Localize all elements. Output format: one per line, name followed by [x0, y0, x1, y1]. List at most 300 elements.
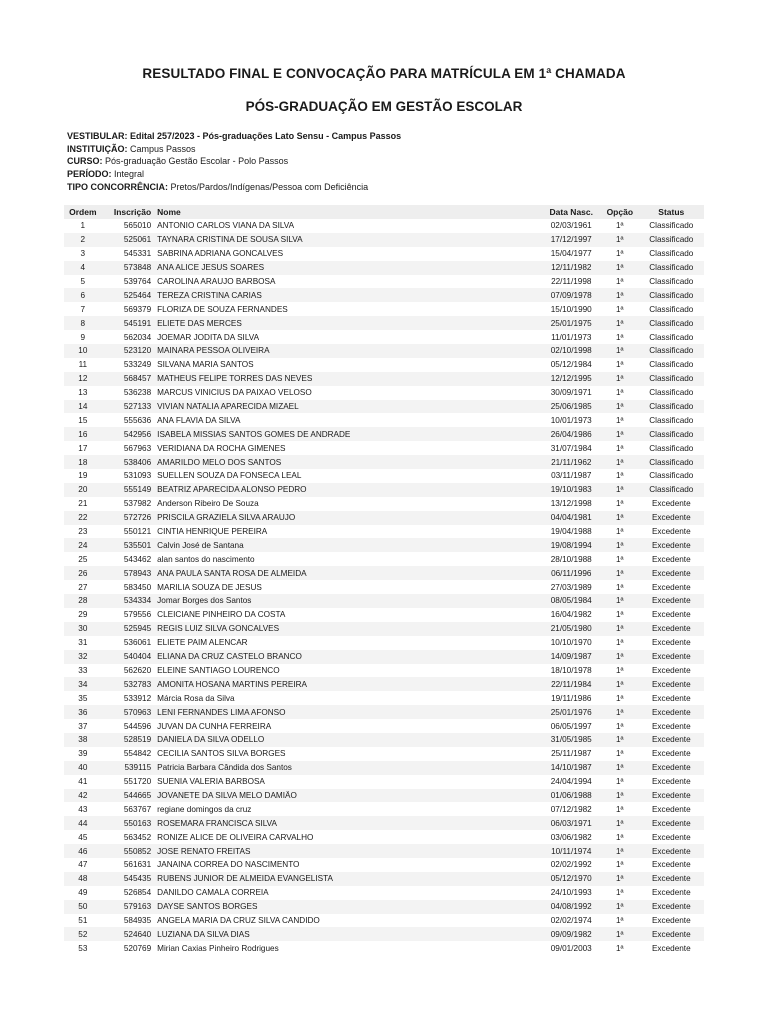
cell-nome: SILVANA MARIA SANTOS: [157, 360, 254, 370]
table-row: [64, 719, 704, 733]
table-row: [64, 622, 704, 636]
cell-ordem: 17: [78, 443, 88, 453]
table-row: [64, 386, 704, 400]
table-row: [64, 233, 704, 247]
cell-opcao: 1ª: [615, 929, 624, 939]
cell-ordem: 29: [78, 610, 88, 620]
cell-status: Classificado: [649, 318, 694, 328]
cell-nome: PRISCILA GRAZIELA SILVA ARAUJO: [157, 513, 296, 523]
cell-nome: DANILDO CAMALA CORREIA: [157, 888, 269, 898]
cell-inscricao: 536061: [123, 638, 152, 648]
cell-inscricao: 520769: [123, 943, 152, 953]
cell-nome: JOSE RENATO FREITAS: [157, 846, 251, 856]
table-row: [64, 247, 704, 261]
cell-opcao: 1ª: [615, 471, 624, 481]
cell-nome: CINTIA HENRIQUE PEREIRA: [157, 527, 268, 537]
cell-nome: RONIZE ALICE DE OLIVEIRA CARVALHO: [157, 832, 314, 842]
cell-data-nasc: 17/12/1997: [550, 235, 592, 245]
table-row: [64, 566, 704, 580]
cell-opcao: 1ª: [615, 888, 624, 898]
cell-inscricao: 535501: [123, 540, 152, 550]
cell-data-nasc: 02/02/1992: [550, 860, 592, 870]
table-row: [64, 677, 704, 691]
cell-nome: MARILIA SOUZA DE JESUS: [157, 582, 262, 592]
cell-ordem: 8: [80, 318, 86, 328]
cell-ordem: 37: [78, 721, 88, 731]
table-row: [64, 413, 704, 427]
cell-nome: FLORIZA DE SOUZA FERNANDES: [157, 304, 288, 314]
cell-nome: ELEINE SANTIAGO LOURENCO: [157, 665, 280, 675]
table-row: [64, 261, 704, 275]
cell-inscricao: 545435: [123, 874, 152, 884]
table-body: [64, 219, 704, 955]
cell-inscricao: 563452: [123, 832, 152, 842]
cell-nome: regiane domingos da cruz: [157, 804, 252, 814]
cell-inscricao: 550163: [123, 818, 152, 828]
table-row: [64, 344, 704, 358]
cell-data-nasc: 25/11/1987: [551, 749, 592, 759]
table-row: [64, 288, 704, 302]
cell-inscricao: 539115: [124, 763, 152, 773]
cell-inscricao: 523120: [123, 346, 152, 356]
cell-inscricao: 526854: [123, 888, 152, 898]
cell-status: Excedente: [651, 818, 691, 828]
cell-inscricao: 579556: [123, 610, 152, 620]
cell-nome: DAYSE SANTOS BORGES: [157, 902, 258, 912]
cell-data-nasc: 14/10/1987: [550, 763, 592, 773]
cell-data-nasc: 02/02/1974: [550, 915, 592, 925]
cell-nome: VIVIAN NATALIA APARECIDA MIZAEL: [157, 402, 299, 412]
cell-inscricao: 542956: [123, 429, 152, 439]
cell-status: Excedente: [651, 568, 691, 578]
table-header: [64, 205, 704, 219]
cell-opcao: 1ª: [615, 443, 624, 453]
cell-nome: ISABELA MISSIAS SANTOS GOMES DE ANDRADE: [157, 429, 351, 439]
cell-data-nasc: 21/05/1980: [550, 624, 592, 634]
cell-data-nasc: 10/01/1973: [550, 415, 592, 425]
cell-nome: ELIANA DA CRUZ CASTELO BRANCO: [157, 652, 302, 662]
table-row: [64, 372, 704, 386]
cell-nome: Calvin José de Santana: [157, 540, 244, 550]
cell-data-nasc: 11/01/1973: [551, 332, 592, 342]
cell-nome: ANA ALICE JESUS SOARES: [157, 263, 265, 273]
cell-inscricao: 555636: [123, 415, 152, 425]
cell-ordem: 31: [78, 638, 88, 648]
cell-opcao: 1ª: [615, 415, 624, 425]
cell-data-nasc: 02/03/1961: [550, 221, 592, 231]
cell-ordem: 2: [80, 235, 86, 245]
cell-inscricao: 545331: [123, 249, 152, 259]
cell-inscricao: 545191: [123, 318, 152, 328]
cell-ordem: 20: [78, 485, 88, 495]
cell-status: Classificado: [649, 221, 694, 231]
table-row: [64, 900, 704, 914]
cell-data-nasc: 25/01/1976: [550, 707, 592, 717]
cell-status: Excedente: [651, 902, 691, 912]
table-row: [64, 594, 704, 608]
table-row: [64, 469, 704, 483]
cell-opcao: 1ª: [615, 513, 624, 523]
cell-nome: ELIETE DAS MERCES: [157, 318, 242, 328]
cell-ordem: 33: [78, 665, 88, 675]
cell-nome: JANAINA CORREA DO NASCIMENTO: [157, 860, 300, 870]
cell-data-nasc: 16/04/1982: [550, 610, 592, 620]
cell-status: Excedente: [651, 721, 691, 731]
table-row: [64, 941, 704, 955]
cell-ordem: 22: [78, 513, 88, 523]
cell-status: Excedente: [651, 693, 691, 703]
cell-ordem: 16: [78, 429, 88, 439]
cell-ordem: 5: [80, 277, 86, 286]
cell-nome: ROSEMARA FRANCISCA SILVA: [157, 818, 277, 828]
cell-ordem: 21: [78, 499, 88, 509]
cell-inscricao: 584935: [123, 915, 152, 925]
table-row: [64, 761, 704, 775]
info-label: PERÍODO:: [67, 169, 112, 180]
exam-info: [67, 130, 401, 194]
cell-status: Classificado: [649, 415, 694, 425]
cell-nome: VERIDIANA DA ROCHA GIMENES: [157, 443, 286, 453]
cell-ordem: 27: [78, 582, 88, 592]
cell-nome: SABRINA ADRIANA GONCALVES: [157, 249, 284, 259]
cell-opcao: 1ª: [615, 763, 624, 773]
cell-status: Excedente: [651, 943, 691, 953]
cell-inscricao: 536238: [123, 388, 152, 398]
cell-status: Excedente: [651, 777, 691, 787]
cell-opcao: 1ª: [615, 554, 624, 564]
cell-opcao: 1ª: [615, 638, 624, 648]
table-row: [64, 872, 704, 886]
info-value: Integral: [114, 169, 145, 180]
cell-opcao: 1ª: [615, 610, 624, 620]
cell-status: Classificado: [649, 388, 694, 398]
cell-ordem: 23: [78, 527, 88, 537]
cell-opcao: 1ª: [615, 818, 624, 828]
cell-opcao: 1ª: [615, 388, 624, 398]
cell-ordem: 3: [80, 249, 86, 259]
cell-ordem: 41: [78, 777, 88, 787]
cell-status: Excedente: [651, 540, 691, 550]
table-row: [64, 608, 704, 622]
cell-opcao: 1ª: [615, 596, 624, 606]
cell-data-nasc: 07/12/1982: [550, 804, 592, 814]
cell-ordem: 53: [78, 943, 88, 953]
cell-status: Excedente: [651, 624, 691, 634]
cell-status: Excedente: [651, 874, 691, 884]
cell-data-nasc: 05/12/1984: [550, 360, 592, 370]
table-row: [64, 580, 704, 594]
info-label: INSTITUIÇÃO:: [67, 143, 128, 154]
info-vestibular: [67, 130, 401, 143]
cell-nome: LUZIANA DA SILVA DIAS: [157, 929, 250, 939]
table-row: [64, 219, 704, 233]
cell-opcao: 1ª: [615, 874, 624, 884]
info-periodo: [67, 168, 401, 181]
cell-ordem: 45: [78, 832, 88, 842]
table-row: [64, 330, 704, 344]
cell-data-nasc: 05/12/1970: [550, 874, 592, 884]
cell-data-nasc: 09/09/1982: [550, 929, 592, 939]
cell-ordem: 50: [78, 902, 88, 912]
cell-opcao: 1ª: [615, 804, 624, 814]
cell-inscricao: 573848: [123, 263, 152, 273]
cell-opcao: 1ª: [615, 693, 624, 703]
cell-data-nasc: 24/04/1994: [550, 777, 592, 787]
table-row: [64, 733, 704, 747]
cell-opcao: 1ª: [615, 332, 624, 342]
header-data-nasc: Data Nasc.: [549, 207, 593, 217]
cell-status: Classificado: [649, 277, 694, 286]
cell-inscricao: 563767: [123, 804, 152, 814]
cell-status: Classificado: [649, 443, 694, 453]
cell-nome: ANA FLAVIA DA SILVA: [157, 415, 241, 425]
cell-data-nasc: 12/12/1995: [550, 374, 592, 384]
cell-status: Classificado: [649, 235, 694, 245]
cell-data-nasc: 19/08/1994: [550, 540, 592, 550]
results-table: [64, 205, 704, 955]
cell-opcao: 1ª: [615, 943, 624, 953]
cell-inscricao: 570963: [123, 707, 152, 717]
cell-data-nasc: 08/05/1984: [550, 596, 592, 606]
cell-ordem: 35: [78, 693, 88, 703]
cell-ordem: 34: [78, 679, 88, 689]
cell-nome: SUELLEN SOUZA DA FONSECA LEAL: [157, 471, 302, 481]
cell-ordem: 19: [78, 471, 88, 481]
cell-nome: ANA PAULA SANTA ROSA DE ALMEIDA: [157, 568, 307, 578]
table-row: [64, 455, 704, 469]
cell-status: Classificado: [649, 485, 694, 495]
table-row: [64, 538, 704, 552]
cell-status: Excedente: [651, 513, 691, 523]
cell-data-nasc: 06/05/1997: [550, 721, 592, 731]
table-row: [64, 511, 704, 525]
cell-ordem: 1: [80, 221, 86, 231]
cell-opcao: 1ª: [615, 679, 624, 689]
info-value: Pretos/Pardos/Indígenas/Pessoa com Deficiência: [170, 181, 369, 192]
cell-ordem: 49: [78, 888, 88, 898]
cell-ordem: 36: [78, 707, 88, 717]
cell-ordem: 24: [78, 540, 88, 550]
cell-nome: Mirian Caxias Pinheiro Rodrigues: [157, 943, 279, 953]
cell-opcao: 1ª: [615, 749, 624, 759]
cell-ordem: 28: [78, 596, 88, 606]
page-title: RESULTADO FINAL E CONVOCAÇÃO PARA MATRÍCULA EM 1ª CHAMADA: [142, 66, 626, 81]
cell-opcao: 1ª: [615, 499, 624, 509]
table-row: [64, 636, 704, 650]
cell-ordem: 7: [80, 304, 86, 314]
cell-data-nasc: 25/01/1975: [550, 318, 592, 328]
cell-status: Excedente: [651, 499, 691, 509]
cell-opcao: 1ª: [615, 429, 624, 439]
cell-data-nasc: 03/06/1982: [550, 832, 592, 842]
cell-nome: TEREZA CRISTINA CARIAS: [157, 290, 262, 300]
cell-data-nasc: 03/11/1987: [551, 471, 592, 481]
cell-opcao: 1ª: [615, 582, 624, 592]
cell-ordem: 32: [78, 652, 88, 662]
cell-inscricao: 525464: [123, 290, 152, 300]
cell-inscricao: 583450: [123, 582, 152, 592]
cell-data-nasc: 06/03/1971: [550, 818, 592, 828]
cell-ordem: 44: [78, 818, 88, 828]
cell-status: Classificado: [649, 471, 694, 481]
cell-nome: alan santos do nascimento: [157, 554, 255, 564]
cell-nome: CLEICIANE PINHEIRO DA COSTA: [157, 610, 286, 620]
cell-nome: MATHEUS FELIPE TORRES DAS NEVES: [157, 374, 313, 384]
cell-data-nasc: 19/10/1983: [550, 485, 592, 495]
cell-ordem: 26: [78, 568, 88, 578]
cell-status: Excedente: [651, 554, 691, 564]
cell-inscricao: 533249: [123, 360, 152, 370]
cell-data-nasc: 22/11/1984: [551, 679, 592, 689]
cell-status: Excedente: [651, 679, 691, 689]
cell-opcao: 1ª: [615, 346, 624, 356]
cell-opcao: 1ª: [615, 721, 624, 731]
header-status: Status: [658, 207, 685, 217]
cell-opcao: 1ª: [615, 402, 624, 412]
cell-status: Excedente: [651, 735, 691, 745]
cell-inscricao: 525061: [123, 235, 152, 245]
cell-data-nasc: 26/04/1986: [550, 429, 592, 439]
cell-data-nasc: 09/01/2003: [550, 943, 592, 953]
cell-inscricao: 540404: [123, 652, 152, 662]
cell-status: Excedente: [651, 832, 691, 842]
cell-ordem: 43: [78, 804, 88, 814]
table-row: [64, 358, 704, 372]
cell-status: Excedente: [651, 610, 691, 620]
table-row: [64, 886, 704, 900]
cell-inscricao: 534334: [123, 596, 152, 606]
cell-inscricao: 525945: [123, 624, 152, 634]
table-row: [64, 400, 704, 414]
page-subtitle: PÓS-GRADUAÇÃO EM GESTÃO ESCOLAR: [245, 99, 523, 114]
cell-inscricao: 524640: [123, 929, 152, 939]
cell-ordem: 13: [78, 388, 88, 398]
cell-ordem: 40: [78, 763, 88, 773]
cell-inscricao: 562034: [123, 332, 152, 342]
cell-data-nasc: 10/11/1974: [551, 846, 592, 856]
cell-status: Excedente: [651, 582, 691, 592]
cell-status: Classificado: [649, 332, 694, 342]
cell-nome: MARCUS VINICIUS DA PAIXAO VELOSO: [157, 388, 312, 398]
cell-nome: CECILIA SANTOS SILVA BORGES: [157, 749, 286, 759]
cell-opcao: 1ª: [615, 527, 624, 537]
cell-opcao: 1ª: [615, 846, 624, 856]
table-row: [64, 747, 704, 761]
cell-opcao: 1ª: [615, 707, 624, 717]
cell-inscricao: 527133: [123, 402, 152, 412]
cell-opcao: 1ª: [615, 290, 624, 300]
cell-opcao: 1ª: [615, 777, 624, 787]
cell-status: Classificado: [649, 290, 694, 300]
table-row: [64, 275, 704, 289]
cell-data-nasc: 19/11/1986: [551, 693, 592, 703]
cell-opcao: 1ª: [615, 860, 624, 870]
table-row: [64, 441, 704, 455]
cell-nome: Jomar Borges dos Santos: [157, 596, 252, 606]
cell-nome: CAROLINA ARAUJO BARBOSA: [157, 277, 276, 286]
cell-status: Classificado: [649, 346, 694, 356]
table-row: [64, 525, 704, 539]
table-row: [64, 927, 704, 941]
cell-opcao: 1ª: [615, 374, 624, 384]
cell-inscricao: 572726: [123, 513, 152, 523]
table-row: [64, 691, 704, 705]
cell-status: Excedente: [651, 888, 691, 898]
cell-data-nasc: 02/10/1998: [550, 346, 592, 356]
cell-inscricao: 533912: [123, 693, 152, 703]
table-row: [64, 914, 704, 928]
cell-opcao: 1ª: [615, 735, 624, 745]
cell-inscricao: 532783: [123, 679, 152, 689]
cell-nome: BEATRIZ APARECIDA ALONSO PEDRO: [157, 485, 307, 495]
cell-data-nasc: 04/08/1992: [550, 902, 592, 912]
cell-data-nasc: 31/05/1985: [550, 735, 592, 745]
cell-ordem: 10: [78, 346, 88, 356]
cell-ordem: 46: [78, 846, 88, 856]
cell-status: Classificado: [649, 304, 694, 314]
table-row: [64, 427, 704, 441]
table-row: [64, 664, 704, 678]
cell-nome: TAYNARA CRISTINA DE SOUSA SILVA: [157, 235, 303, 245]
cell-ordem: 38: [78, 735, 88, 745]
cell-ordem: 12: [78, 374, 88, 384]
cell-inscricao: 567963: [123, 443, 152, 453]
cell-nome: DANIELA DA SILVA ODELLO: [157, 735, 265, 745]
info-curso: [67, 155, 401, 168]
cell-ordem: 25: [78, 554, 88, 564]
cell-ordem: 51: [78, 915, 88, 925]
cell-nome: SUENIA VALERIA BARBOSA: [157, 777, 265, 787]
table-row: [64, 816, 704, 830]
cell-opcao: 1ª: [615, 235, 624, 245]
cell-opcao: 1ª: [615, 221, 624, 231]
cell-inscricao: 551720: [123, 777, 152, 787]
table-row: [64, 844, 704, 858]
cell-data-nasc: 18/10/1978: [550, 665, 592, 675]
cell-data-nasc: 31/07/1984: [550, 443, 592, 453]
cell-inscricao: 539764: [123, 277, 152, 286]
cell-inscricao: 550121: [123, 527, 152, 537]
table-row: [64, 650, 704, 664]
cell-data-nasc: 30/09/1971: [550, 388, 592, 398]
info-value: Edital 257/2023 - Pós-graduações Lato Sensu - Campus Passos: [130, 131, 402, 141]
info-label: VESTIBULAR:: [67, 131, 128, 141]
table-row: [64, 302, 704, 316]
cell-data-nasc: 04/04/1981: [550, 513, 592, 523]
cell-ordem: 9: [80, 332, 86, 342]
cell-status: Excedente: [651, 790, 691, 800]
table-row: [64, 858, 704, 872]
header-nome: Nome: [157, 207, 181, 217]
cell-status: Excedente: [651, 638, 691, 648]
header-inscricao: Inscrição: [113, 207, 152, 217]
cell-opcao: 1ª: [615, 832, 624, 842]
table-row: [64, 789, 704, 803]
table-row: [64, 483, 704, 497]
cell-status: Excedente: [651, 846, 691, 856]
cell-status: Classificado: [649, 402, 694, 412]
cell-status: Excedente: [651, 596, 691, 606]
cell-inscricao: 578943: [123, 568, 152, 578]
info-tipo: [67, 181, 401, 194]
cell-data-nasc: 12/11/1982: [551, 263, 592, 273]
cell-opcao: 1ª: [615, 485, 624, 495]
cell-data-nasc: 19/04/1988: [550, 527, 592, 537]
cell-ordem: 6: [80, 290, 86, 300]
header-ordem: Ordem: [69, 207, 97, 217]
cell-inscricao: 544596: [123, 721, 152, 731]
cell-data-nasc: 15/04/1977: [550, 249, 592, 259]
